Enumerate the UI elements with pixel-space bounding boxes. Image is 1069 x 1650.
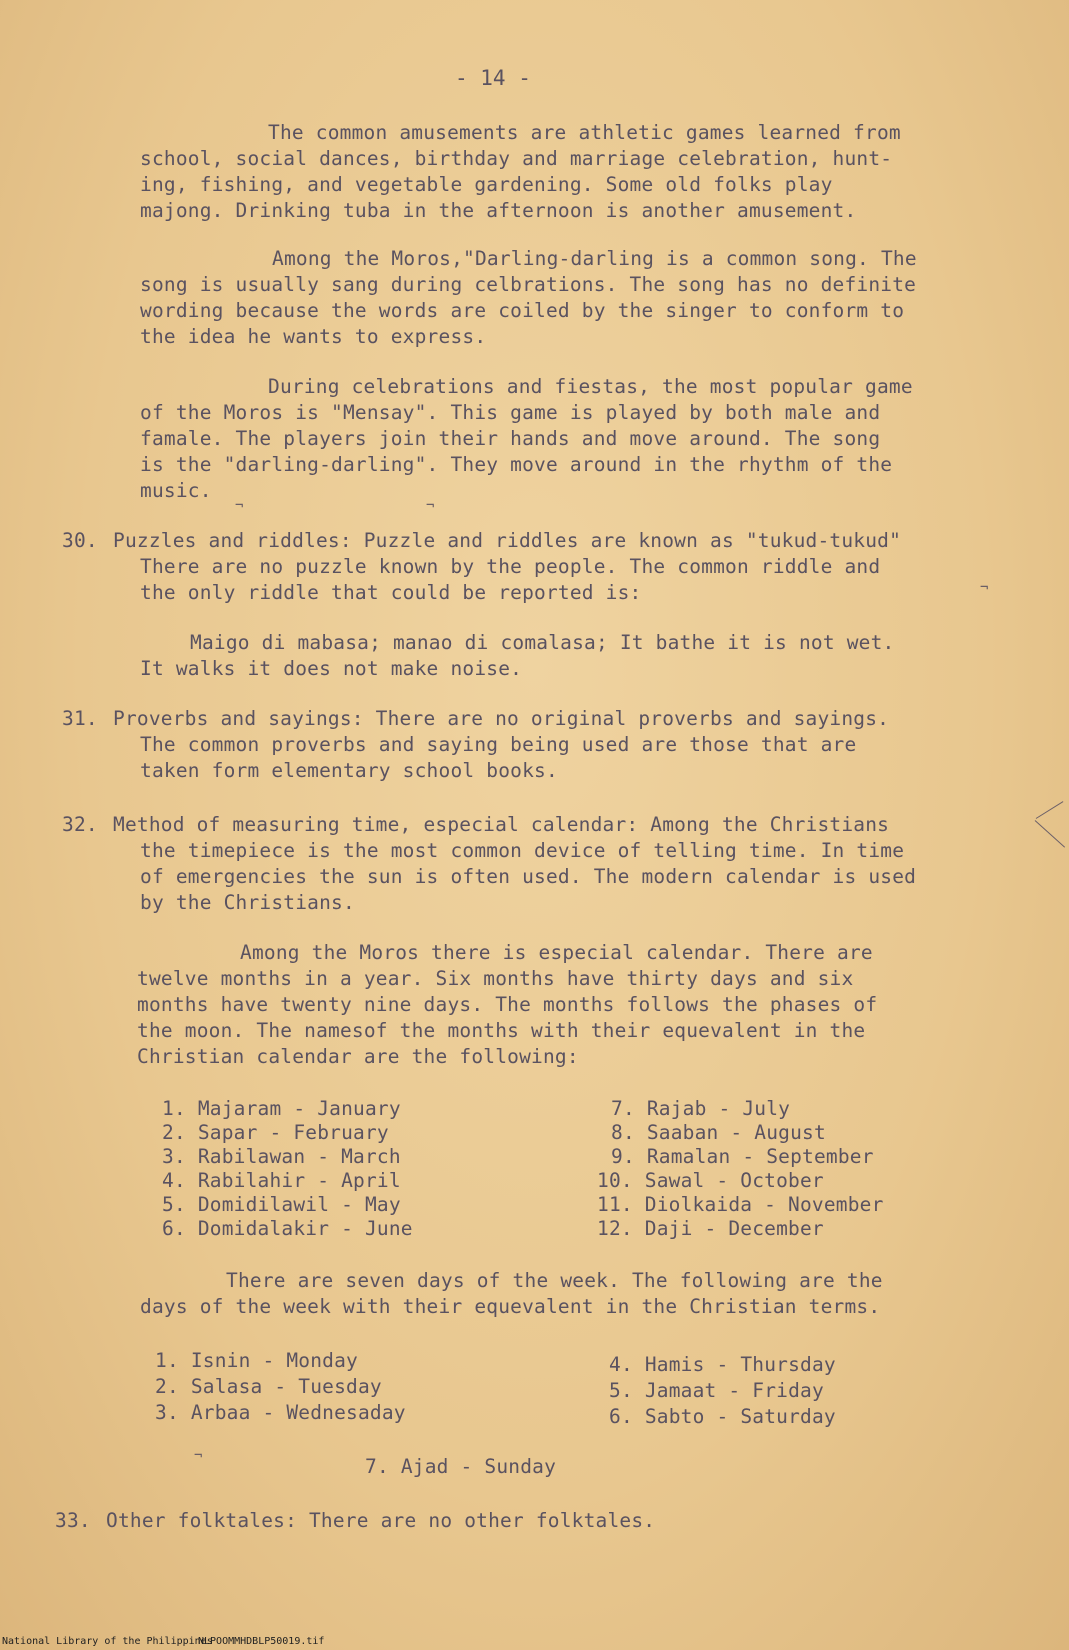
text-line: is the "darling-darling". They move around in the rhythm of the	[140, 453, 893, 476]
text-line: During celebrations and fiestas, the most popular game	[268, 375, 913, 398]
riddle-line: It walks it does not make noise.	[140, 657, 523, 680]
list-item: 3. Arbaa - Wednesaday	[155, 1401, 406, 1424]
list-item: 6. Sabto - Saturday	[609, 1405, 836, 1428]
text-line: Method of measuring time, especial calendar: Among the Christians	[113, 813, 890, 836]
text-line: wording because the words are coiled by the singer to conform to	[140, 299, 905, 322]
list-item: 10. Sawal - October	[597, 1169, 824, 1192]
section-number: 33.	[55, 1509, 91, 1532]
text-line: song is usually sang during celbrations. The song has no definite	[140, 273, 917, 296]
stray-mark: ¬	[426, 498, 435, 514]
section-number: 31.	[62, 707, 98, 730]
list-item: 3. Rabilawan - March	[162, 1145, 401, 1168]
stray-mark: ¬	[980, 580, 989, 596]
text-line: Among the Moros,"Darling-darling is a common song. The	[272, 247, 917, 270]
text-line: school, social dances, birthday and marriage celebration, hunt-	[140, 147, 893, 170]
list-item: 2. Sapar - February	[162, 1121, 389, 1144]
pen-stroke	[1035, 820, 1065, 848]
text-line: The common amusements are athletic games learned from	[268, 121, 901, 144]
text-line: music.	[140, 479, 212, 502]
list-item: 2. Salasa - Tuesday	[155, 1375, 382, 1398]
list-item: 8. Saaban - August	[611, 1121, 826, 1144]
list-item: 4. Hamis - Thursday	[609, 1353, 836, 1376]
text-line: Other folktales: There are no other folktales.	[106, 1509, 656, 1532]
stray-mark: ¬	[194, 1448, 203, 1464]
text-line: of emergencies the sun is often used. The modern calendar is used	[140, 865, 917, 888]
text-line: There are seven days of the week. The following are the	[226, 1269, 883, 1292]
section-number: 32.	[62, 813, 98, 836]
text-line: taken form elementary school books.	[140, 759, 558, 782]
list-item: 5. Domidilawil - May	[162, 1193, 401, 1216]
riddle-line: Maigo di mabasa; manao di comalasa; It bathe it is not wet.	[190, 631, 895, 654]
text-line: twelve months in a year. Six months have thirty days and six	[137, 967, 854, 990]
list-item: 1. Isnin - Monday	[155, 1349, 358, 1372]
list-item: 1. Majaram - January	[162, 1097, 401, 1120]
list-item: 7. Rajab - July	[611, 1097, 791, 1120]
list-item: 7. Ajad - Sunday	[365, 1455, 557, 1478]
text-line: ing, fishing, and vegetable gardening. Some old folks play	[140, 173, 833, 196]
text-line: Puzzles and riddles: Puzzle and riddles are known as "tukud-tukud"	[113, 529, 902, 552]
page-number: - 14 -	[455, 66, 531, 90]
text-line: by the Christians.	[140, 891, 355, 914]
footer-file: NLPOOMMHDBLP50019.tif	[198, 1636, 325, 1647]
text-line: the idea he wants to express.	[140, 325, 487, 348]
text-line: the moon. The namesof the months with their equevalent in the	[137, 1019, 866, 1042]
list-item: 12. Daji - December	[597, 1217, 824, 1240]
footer-library: National Library of the Philippines	[2, 1636, 213, 1647]
text-line: months have twenty nine days. The months follows the phases of	[137, 993, 878, 1016]
text-line: the only riddle that could be reported is:	[140, 581, 642, 604]
list-item: 5. Jamaat - Friday	[609, 1379, 824, 1402]
text-line: Christian calendar are the following:	[137, 1045, 579, 1068]
section-number: 30.	[62, 529, 98, 552]
text-line: of the Moros is "Mensay". This game is played by both male and	[140, 401, 881, 424]
text-line: Among the Moros there is especial calendar. There are	[240, 941, 873, 964]
text-line: There are no puzzle known by the people. The common riddle and	[140, 555, 881, 578]
text-line: Proverbs and sayings: There are no original proverbs and sayings.	[113, 707, 890, 730]
text-line: The common proverbs and saying being used are those that are	[140, 733, 857, 756]
list-item: 11. Diolkaida - November	[597, 1193, 884, 1216]
list-item: 4. Rabilahir - April	[162, 1169, 401, 1192]
stray-mark: ¬	[235, 498, 244, 514]
pen-stroke	[1036, 801, 1064, 819]
text-line: the timepiece is the most common device of telling time. In time	[140, 839, 905, 862]
text-line: majong. Drinking tuba in the afternoon is another amusement.	[140, 199, 857, 222]
list-item: 9. Ramalan - September	[611, 1145, 874, 1168]
text-line: days of the week with their equevalent in the Christian terms.	[140, 1295, 881, 1318]
list-item: 6. Domidalakir - June	[162, 1217, 413, 1240]
text-line: famale. The players join their hands and move around. The song	[140, 427, 881, 450]
